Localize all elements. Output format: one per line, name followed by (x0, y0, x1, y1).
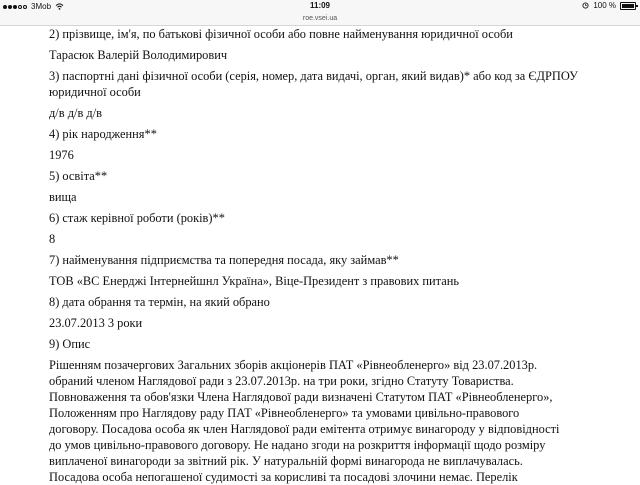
field-label: 6) стаж керівної роботи (років)** (49, 211, 225, 225)
field-label: 2) прізвище, ім'я, по батькові фізичної особи або повне найменування юридичної особи (49, 27, 513, 41)
status-bar (0, 0, 640, 13)
field-label: 4) рік народження** (49, 127, 157, 141)
description-line: Повноваження та обов'язки Члена Наглядової ради визначені Статутом ПАТ «Рівнеобленерго», (49, 390, 553, 404)
field-label: 3) паспортні дані фізичної особи (серія, номер, дата видачі, орган, який видав)* або код за ЄДРПОУ юридичної особи (49, 69, 578, 99)
field-value: 1976 (49, 148, 74, 162)
description-line: Рішенням позачергових Загальних зборів акціонерів ПАТ «Рівнеобленерго» від 23.07.2013р. (49, 358, 538, 372)
description-line: Посадова особа непогашеної судимості за корисливі та посадові злочини немає. Перелік (49, 470, 518, 484)
alarm-icon (582, 2, 589, 9)
description-label: 9) Опис (49, 337, 91, 351)
status-right (582, 1, 636, 10)
description-line: виплаченої винагороди за звітний рік. У натуральній формі винагорода не виплачувалась. (49, 454, 523, 468)
field-label: 7) найменування підприємства та попередня посада, яку займав** (49, 253, 399, 267)
description-paragraph (49, 357, 584, 485)
description-line: договору. Посадова особа як член Наглядової ради емітента отримує винагороду у відповідності (49, 422, 560, 436)
field-label: 5) освіта** (49, 169, 108, 183)
url-bar[interactable] (0, 13, 640, 26)
battery-percent: 100 % (593, 1, 616, 10)
field-label: 8) дата обрання та термін, на який обрано (49, 295, 270, 309)
description-line: Положенням про Наглядову раду ПАТ «Рівнеобленерго» та умовами цивільно-правового (49, 406, 520, 420)
field-value: Тарасюк Валерій Володимирович (49, 48, 228, 62)
url-text[interactable]: roe.vsei.ua (302, 15, 338, 22)
field-value: вища (49, 190, 77, 204)
description-line: обраний членом Наглядової ради з 23.07.2013р. на три роки, згідно Статуту Товариства. (49, 374, 514, 388)
battery-icon (620, 2, 636, 10)
description-line: до умов цивільно-правового договору. Не надано згоди на розкриття інформації щодо розміру (49, 438, 546, 452)
field-value: ТОВ «ВС Енерджі Інтернейшнл Україна», Віце-Президент з правових питань (49, 274, 460, 288)
carrier-name: 3Mob (31, 2, 52, 11)
clock-time: 11:09 (309, 1, 331, 10)
field-value: 8 (49, 232, 56, 246)
document-content (49, 26, 584, 485)
field-value: 23.07.2013 3 роки (49, 316, 143, 330)
field-value: д/в д/в д/в (49, 106, 102, 120)
